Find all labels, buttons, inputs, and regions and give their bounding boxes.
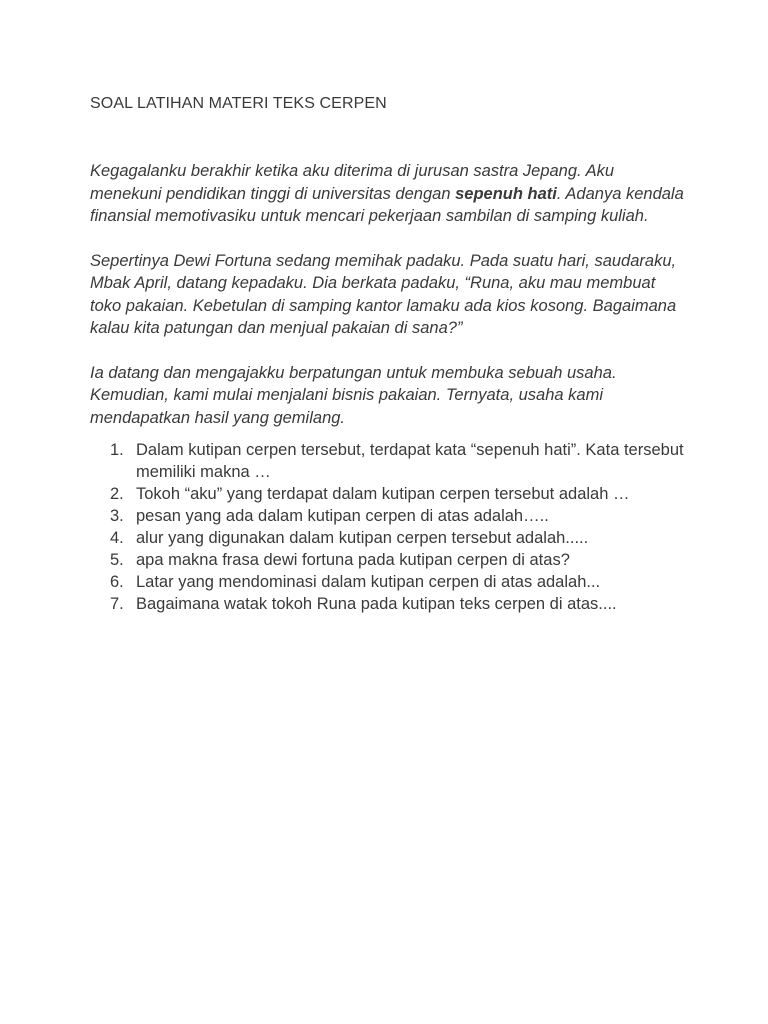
- question-text: Tokoh “aku” yang terdapat dalam kutipan cerpen tersebut adalah …: [136, 485, 630, 503]
- question-text: alur yang digunakan dalam kutipan cerpen tersebut adalah.....: [136, 529, 589, 547]
- question-text: Latar yang mendominasi dalam kutipan cerpen di atas adalah...: [136, 573, 601, 591]
- paragraph-1-text-end: . Adanya kendala finansial memotivasiku untuk mencari pekerjaan sambilan di samping kuliah.: [90, 184, 684, 225]
- story-paragraph-2: Sepertinya Dewi Fortuna sedang memihak padaku. Pada suatu hari, saudaraku, Mbak April, datang kepadaku. Dia berkata padaku, “Runa, aku mau membuat toko pakaian. Kebetulan di samping kantor lamaku ada kios kosong. Bagaimana kalau kita patungan dan menjual pakaian di sana?”: [90, 251, 677, 337]
- question-number: 3.: [110, 507, 124, 525]
- question-item: [90, 549, 690, 571]
- question-text: pesan yang ada dalam kutipan cerpen di atas adalah…..: [136, 507, 549, 525]
- question-number: 5.: [110, 551, 124, 569]
- question-text: Bagaimana watak tokoh Runa pada kutipan teks cerpen di atas....: [136, 595, 617, 613]
- story-paragraph-1: [90, 160, 690, 228]
- question-item: [90, 505, 690, 527]
- paragraph-1-text-start: Kegagalanku berakhir ketika aku diterima di jurusan sastra Jepang. Aku menekuni pendidikan tinggi di universitas dengan: [90, 162, 615, 203]
- question-text: apa makna frasa dewi fortuna pada kutipan cerpen di atas?: [136, 551, 570, 569]
- question-text: Dalam kutipan cerpen tersebut, terdapat kata “sepenuh hati”. Kata tersebut memiliki makna …: [136, 441, 684, 481]
- question-number: 2.: [110, 485, 124, 503]
- document-page: [90, 94, 690, 615]
- question-item: [90, 571, 690, 593]
- question-item: [90, 527, 690, 549]
- paragraph-1-bold-phrase: sepenuh hati: [455, 184, 557, 203]
- page-title: SOAL LATIHAN MATERI TEKS CERPEN: [90, 95, 387, 112]
- question-item: [90, 439, 690, 483]
- question-item: [90, 483, 690, 505]
- question-number: 1.: [110, 441, 124, 459]
- story-paragraph-3: Ia datang dan mengajakku berpatungan untuk membuka sebuah usaha. Kemudian, kami mulai menjalani bisnis pakaian. Ternyata, usaha kami mendapatkan hasil yang gemilang.: [90, 363, 617, 427]
- question-number: 7.: [110, 595, 124, 613]
- question-item: [90, 593, 690, 615]
- question-list: [90, 439, 690, 615]
- question-number: 6.: [110, 573, 124, 591]
- story-excerpt: [90, 160, 690, 429]
- question-number: 4.: [110, 529, 124, 547]
